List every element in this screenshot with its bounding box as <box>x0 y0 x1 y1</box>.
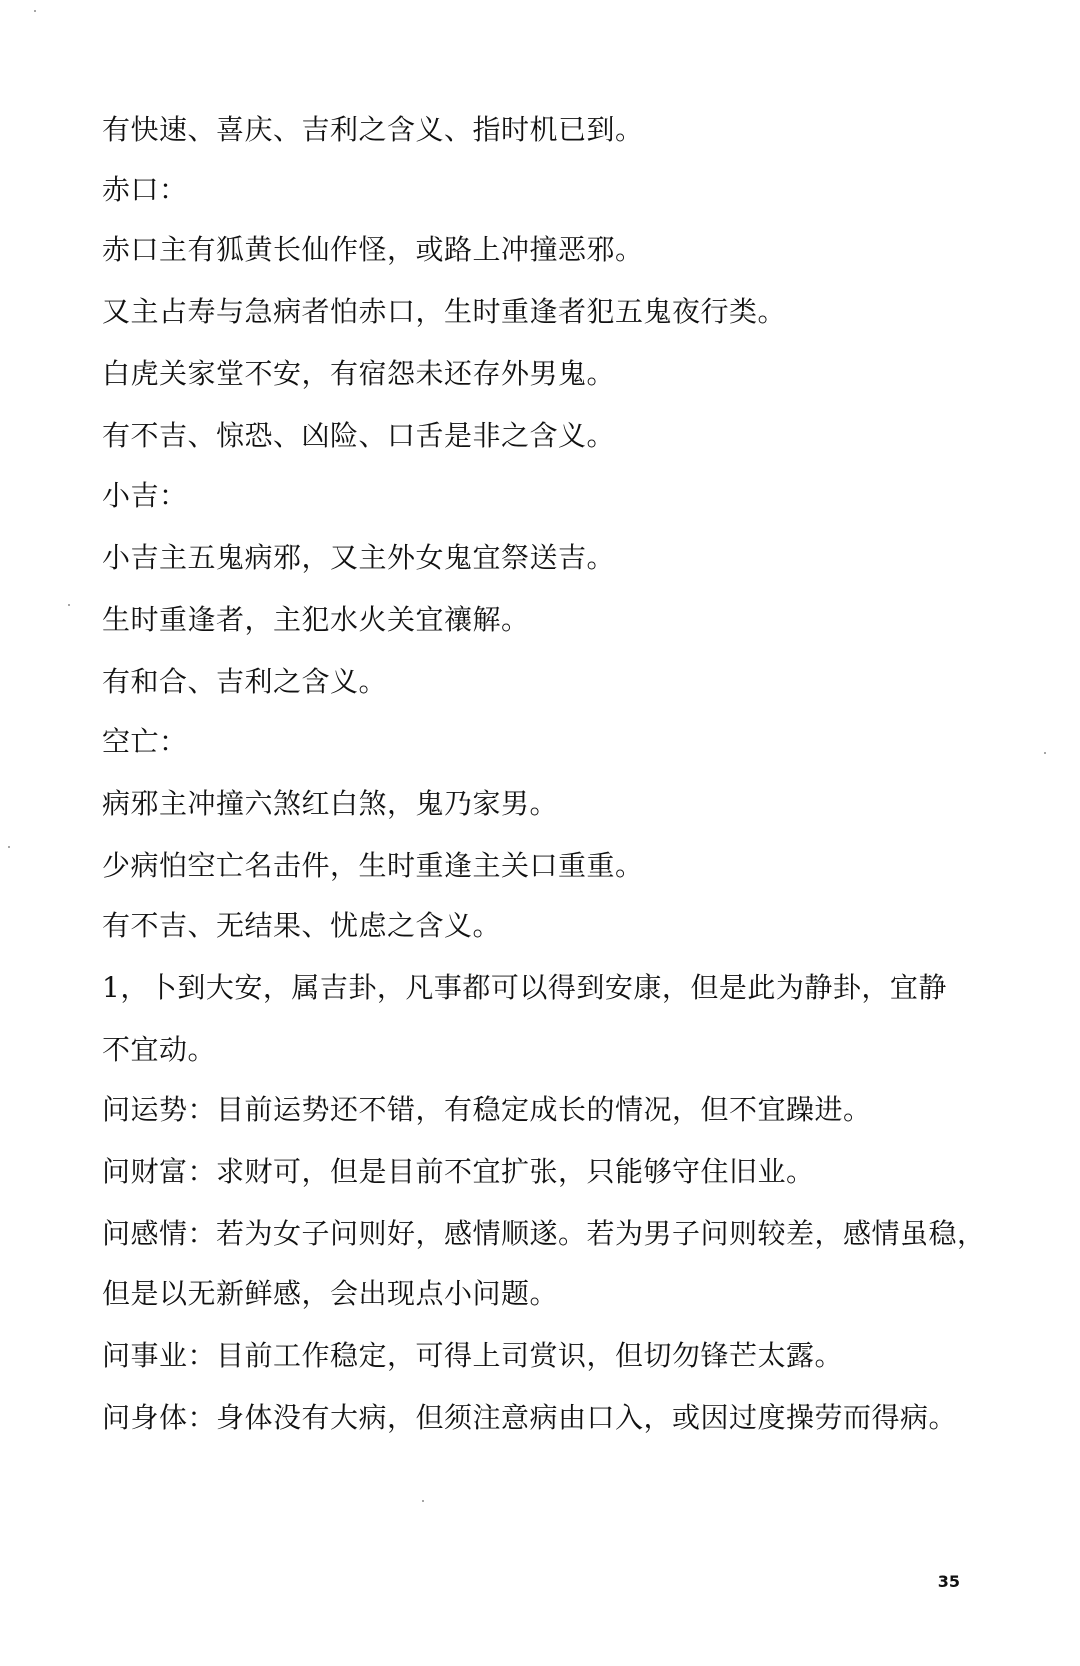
section-heading-xiaoji: 小吉： <box>102 479 188 512</box>
text-line: 有不吉、惊恐、凶险、口舌是非之含义。 <box>102 419 616 452</box>
text-line: 生时重逢者，主犯水火关宜禳解。 <box>102 603 530 636</box>
scan-speck <box>8 846 10 848</box>
text-line: 问感情：若为女子问则好，感情顺遂。若为男子问则较差，感情虽稳， <box>102 1217 986 1250</box>
text-line: 问事业：目前工作稳定，可得上司赏识，但切勿锋芒太露。 <box>102 1339 844 1372</box>
text-line: 有和合、吉利之含义。 <box>102 665 388 698</box>
text-line: 有快速、喜庆、吉利之含义、指时机已到。 <box>102 113 644 146</box>
section-heading-kongwang: 空亡： <box>102 725 188 758</box>
text-line: 小吉主五鬼病邪，又主外女鬼宜祭送吉。 <box>102 541 616 574</box>
text-line: 1，卜到大安，属吉卦，凡事都可以得到安康，但是此为静卦，宜静 <box>102 971 947 1004</box>
scan-speck <box>422 1500 424 1502</box>
text-line: 病邪主冲撞六煞红白煞，鬼乃家男。 <box>102 787 559 820</box>
scan-speck <box>34 10 36 12</box>
scan-speck <box>68 604 70 606</box>
text-line: 有不吉、无结果、忧虑之含义。 <box>102 909 502 942</box>
text-line: 少病怕空亡名击件，生时重逢主关口重重。 <box>102 849 644 882</box>
text-line: 问财富：求财可，但是目前不宜扩张，只能够守住旧业。 <box>102 1155 815 1188</box>
text-line: 赤口主有狐黄长仙作怪，或路上冲撞恶邪。 <box>102 233 644 266</box>
text-line: 又主占寿与急病者怕赤口，生时重逢者犯五鬼夜行类。 <box>102 295 787 328</box>
section-heading-chikou: 赤口： <box>102 173 188 206</box>
page-number: 35 <box>937 1572 960 1591</box>
text-line: 问身体：身体没有大病，但须注意病由口入，或因过度操劳而得病。 <box>102 1401 958 1434</box>
text-line: 问运势：目前运势还不错，有稳定成长的情况，但不宜躁进。 <box>102 1093 872 1126</box>
text-line: 不宜动。 <box>102 1033 217 1066</box>
text-line: 但是以无新鲜感，会出现点小问题。 <box>102 1277 559 1310</box>
scan-speck <box>1044 752 1046 754</box>
text-line: 白虎关家堂不安，有宿怨未还存外男鬼。 <box>102 357 616 390</box>
